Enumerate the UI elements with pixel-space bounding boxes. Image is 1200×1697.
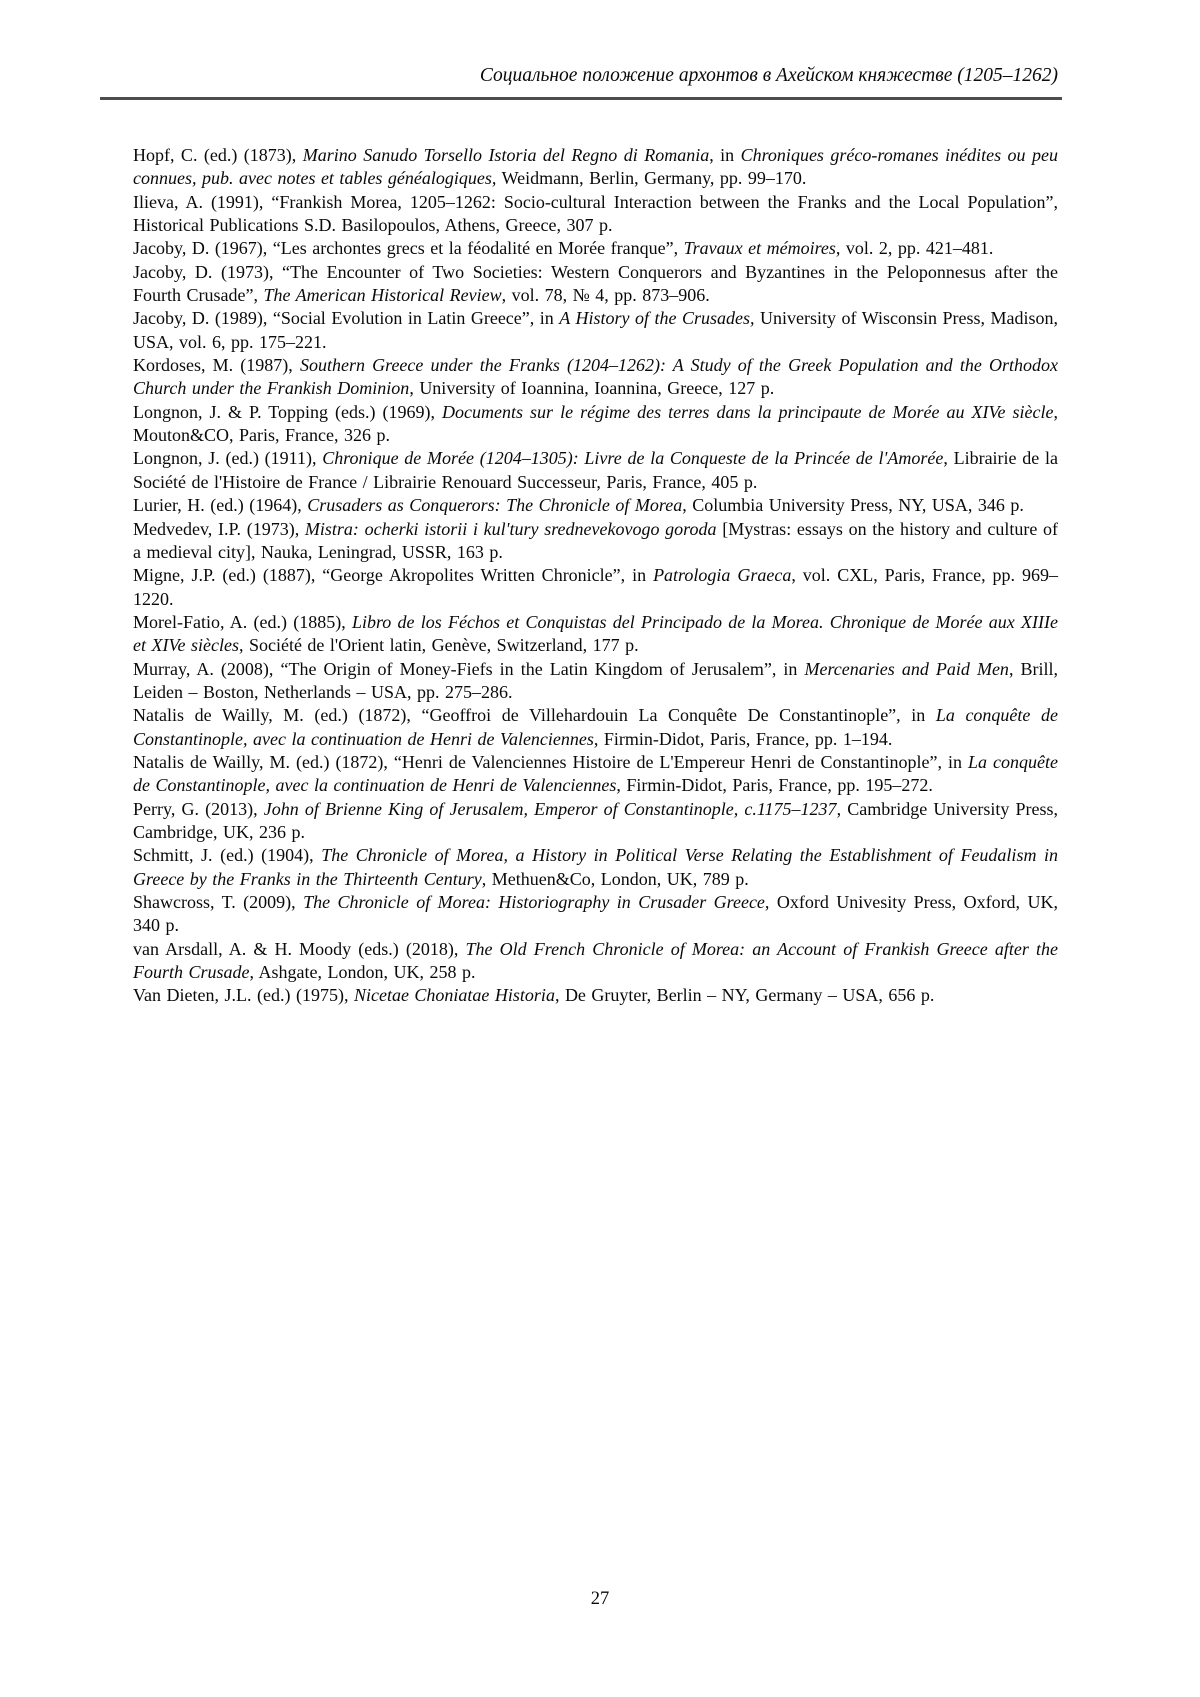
reference-text-segment: , University of Ioannina, Ioannina, Greece, 127 p. [409, 378, 775, 399]
reference-item [133, 518, 1058, 565]
reference-title-segment: Mistra: ocherki istorii i kul'tury srednevekovogo goroda [304, 518, 717, 539]
reference-text-segment: van Arsdall, A. & H. Moody (eds.) (2018), [133, 938, 466, 959]
reference-text-segment: Weidmann, Berlin, Germany, pp. 99–170. [496, 168, 807, 189]
reference-item [133, 564, 1058, 611]
page-number: 27 [590, 1589, 610, 1609]
reference-title-segment: Southern Greece under the Franks (1204–1262): A Study of the Greek Population and the Orthodox Church under the Frankish Dominion [133, 355, 1058, 399]
reference-text-segment: Schmitt, J. (ed.) (1904), [133, 845, 322, 866]
reference-item [133, 307, 1058, 354]
reference-title-segment: La conquête de Constantinople, avec la continuation de Henri de Valenciennes [133, 705, 1058, 749]
reference-title-segment: John of Brienne King of Jerusalem, Emperor of Constantinople, c.1175–1237 [263, 798, 837, 819]
reference-title-segment: A History of the Crusades, [559, 308, 755, 329]
reference-item [133, 261, 1058, 308]
reference-title-segment: Travaux et mémoires [683, 238, 836, 259]
reference-text-segment: , Oxford Univesity Press, Oxford, UK, 340 p. [133, 892, 1058, 936]
reference-text-segment: Natalis de Wailly, M. (ed.) (1872), “Geoffroi de Villehardouin La Conquête De Constantinople”, in [133, 705, 936, 726]
reference-title-segment: Marino Sanudo Torsello Istoria del Regno di Romania [302, 145, 710, 165]
reference-text-segment: , vol. CXL, Paris, France, pp. 969–1220. [133, 565, 1058, 609]
reference-title-segment: The Chronicle of Morea, a History in Political Verse Relating the Establishment of Feudalism in Greece by the Franks in the Thirteenth Century [133, 845, 1058, 889]
reference-text-segment: , in [709, 145, 741, 165]
reference-item [133, 798, 1058, 845]
reference-text-segment: Lurier, H. (ed.) (1964), [133, 495, 308, 516]
reference-text-segment: , Firmin-Didot, Paris, France, pp. 195–272. [616, 775, 933, 796]
reference-text-segment: Van Dieten, J.L. (ed.) (1975), [133, 985, 354, 1006]
reference-text-segment: Ilieva, A. (1991), “Frankish Morea, 1205–1262: Socio-cultural Interaction between the Franks and the Local Population”, Historical Publications S.D. Basilopoulos, Athens, Greece, 307 p. [133, 191, 1058, 236]
reference-item [133, 191, 1058, 238]
reference-item [133, 494, 1058, 517]
reference-title-segment: Libro de los Féchos et Conquistas del Principado de la Morea. Chronique de Morée aux XIIIe et XIVe siècles [133, 611, 1058, 656]
reference-text-segment: Jacoby, D. (1973), “The Encounter of Two Societies: Western Conquerors and Byzantines in the Peloponnesus after the Fourth Crusade”, [133, 261, 1058, 306]
reference-text-segment: , Ashgate, London, UK, 258 p. [249, 962, 476, 983]
reference-item [133, 354, 1058, 401]
reference-title-segment: Mercenaries and Paid Men [804, 658, 1009, 679]
reference-text-segment: , Librairie de la Société de l'Histoire de France / Librairie Renouard Successeur, Paris, France, 405 p. [133, 448, 1058, 492]
reference-title-segment: Nicetae Choniatae Historia [353, 985, 555, 1006]
reference-text-segment: , Brill, Leiden – Boston, Netherlands – USA, pp. 275–286. [133, 658, 1058, 702]
reference-text-segment: Murray, A. (2008), “The Origin of Money-Fiefs in the Latin Kingdom of Jerusalem”, in [133, 658, 805, 679]
reference-text-segment: Jacoby, D. (1989), “Social Evolution in Latin Greece”, in [133, 308, 560, 329]
reference-item [133, 751, 1058, 798]
reference-item [133, 237, 1058, 260]
header-rule [100, 97, 1062, 100]
reference-title-segment: Crusaders as Conquerors: The Chronicle of Morea [307, 495, 683, 516]
reference-text-segment: Longnon, J. (ed.) (1911), [133, 448, 323, 469]
reference-text-segment: , De Gruyter, Berlin – NY, Germany – USA, 656 p. [554, 985, 935, 1006]
reference-item [133, 938, 1058, 985]
reference-item [133, 984, 1058, 1007]
reference-text-segment: Morel-Fatio, A. (ed.) (1885), [133, 611, 352, 632]
reference-title-segment: The American Historical Review [263, 285, 502, 306]
reference-item [133, 401, 1058, 448]
reference-item [133, 891, 1058, 938]
reference-text-segment: , Methuen&Co, London, UK, 789 p. [481, 868, 749, 889]
reference-title-segment: Chronique de Morée (1204–1305): Livre de la Conqueste de la Princée de l'Amorée [322, 448, 944, 469]
reference-text-segment: , Mouton&CO, Paris, France, 326 p. [133, 401, 1058, 446]
reference-text-segment: Medvedev, I.P. (1973), [133, 518, 305, 539]
reference-text-segment: Natalis de Wailly, M. (ed.) (1872), “Henri de Valenciennes Histoire de L'Empereur Henri de Constantinople”, in [133, 751, 969, 772]
reference-title-segment: Documents sur le régime des terres dans la principaute de Morée au XIVe siècle [442, 401, 1054, 422]
reference-item [133, 144, 1058, 191]
reference-title-segment: The Old French Chronicle of Morea: an Account of Frankish Greece after the Fourth Crusade [133, 938, 1058, 983]
running-head-title: Социальное положение архонтов в Ахейском княжестве (1205–1262) [479, 65, 1058, 86]
reference-item [133, 844, 1058, 891]
reference-item [133, 611, 1058, 658]
reference-text-segment: Longnon, J. & P. Topping (eds.) (1969), [133, 401, 443, 422]
reference-text-segment: University of Wisconsin Press, Madison, USA, vol. 6, pp. 175–221. [133, 308, 1058, 352]
reference-text-segment: , Société de l'Orient latin, Genève, Switzerland, 177 p. [238, 635, 639, 656]
reference-text-segment: , Firmin-Didot, Paris, France, pp. 1–194. [593, 728, 893, 749]
reference-text-segment: [Mystras: essays on the history and culture of a medieval city], Nauka, Leningrad, USSR, 163 p. [133, 518, 1058, 562]
reference-text-segment: , Cambridge University Press, Cambridge, UK, 236 p. [133, 798, 1058, 842]
reference-item [133, 447, 1058, 494]
reference-item [133, 704, 1058, 751]
reference-text-segment: Perry, G. (2013), [133, 798, 264, 819]
reference-title-segment: Patrologia Graeca [653, 565, 792, 586]
reference-text-segment: , Columbia University Press, NY, USA, 346 p. [682, 495, 1024, 516]
reference-text-segment: , vol. 78, № 4, pp. 873–906. [501, 285, 710, 306]
reference-text-segment: Jacoby, D. (1967), “Les archontes grecs et la féodalité en Morée franque”, [133, 238, 684, 259]
reference-text-segment: Kordoses, M. (1987), [133, 355, 300, 376]
reference-item [133, 658, 1058, 705]
reference-text-segment: Migne, J.P. (ed.) (1887), “George Akropolites Written Chronicle”, in [133, 565, 654, 586]
reference-text-segment: Hopf, C. (ed.) (1873), [133, 145, 303, 165]
reference-title-segment: The Chronicle of Morea: Historiography in Crusader Greece [303, 892, 765, 912]
reference-text-segment: , vol. 2, pp. 421–481. [835, 238, 994, 259]
reference-title-segment: Chroniques gréco-romanes inédites ou peu connues, pub. avec notes et tables généalogiques, [133, 145, 1058, 189]
references-list [133, 144, 1058, 1008]
reference-title-segment: La conquête de Constantinople, avec la continuation de Henri de Valenciennes [133, 751, 1058, 796]
reference-text-segment: Shawcross, T. (2009), [133, 892, 304, 912]
